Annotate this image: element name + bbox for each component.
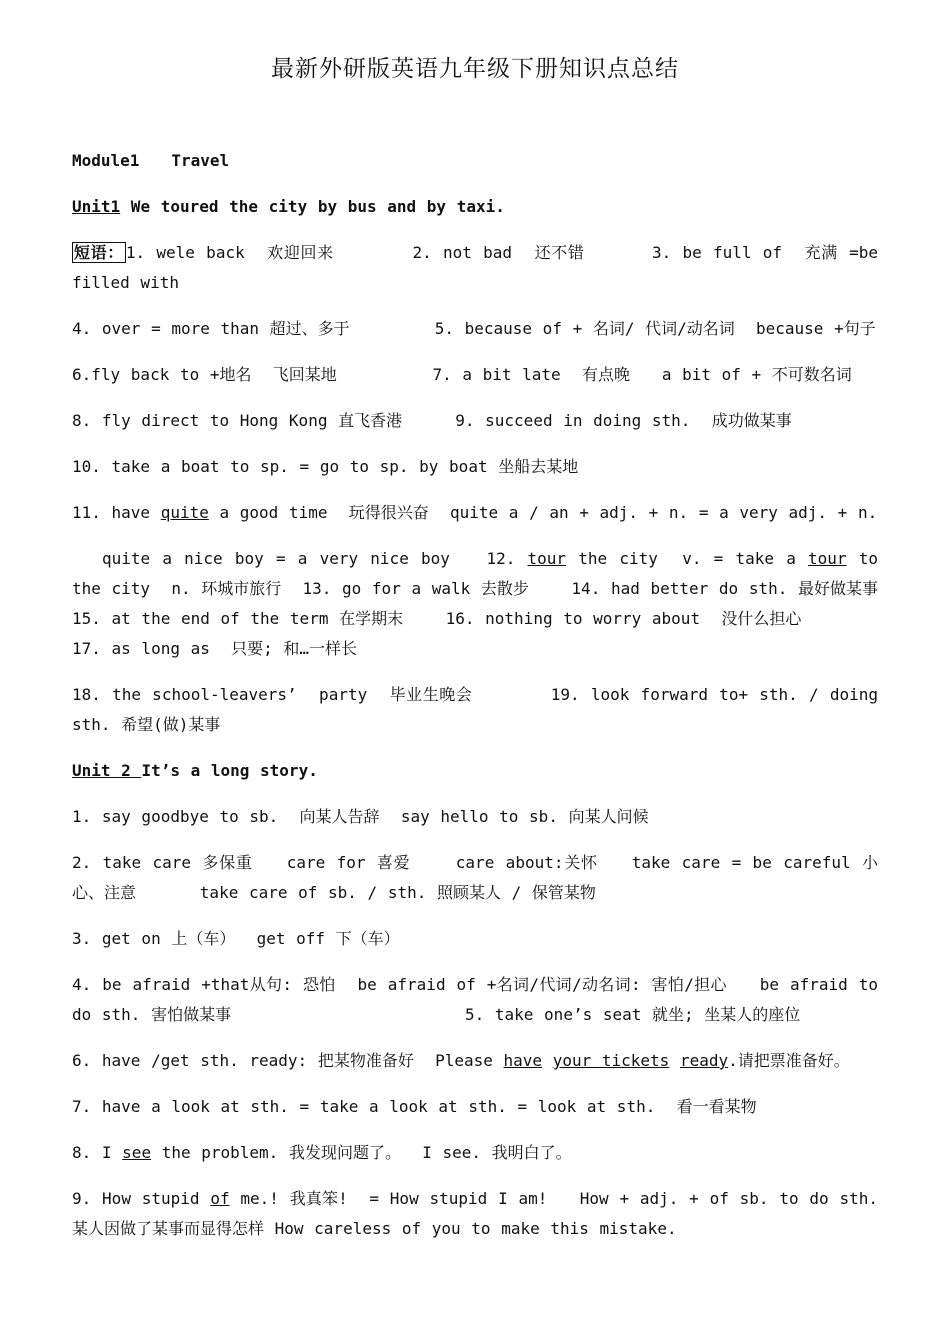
unit1-phrase-11: 11. have quite a good time 玩得很兴奋 quite a / an + adj. + n. = a very adj. + n.	[72, 503, 878, 522]
phrase-label: 短语：	[74, 243, 124, 262]
unit1-phrase-12: quite a nice boy = a very nice boy 12. tour the city v. = take a tour to the city n. 环城市旅行 13. go for a walk 去散步 14. had better do sth. 最好做某事 15. at the end of the term 在学期末 16. nothing to worry about 没什么担心	[72, 549, 900, 628]
unit2-title: It’s a long story.	[141, 761, 318, 780]
unit1-label: Unit1	[72, 197, 121, 216]
document-title: 最新外研版英语九年级下册知识点总结	[271, 56, 679, 82]
unit1-phrase-1: 短语： 1. wele back 欢迎回来 2. not bad 还不错 3. be full of 充满 =be filled with	[72, 243, 889, 292]
unit1-phrase-4: 4. over = more than 超过、多于 5. because of + 名词/ 代词/动名词 because +句子	[72, 319, 876, 338]
unit1-phrase-17: 17. as long as 只要; 和…一样长	[72, 639, 358, 658]
unit2-phrase-8: 8. I see the problem. 我发现问题了。 I see. 我明白了。	[72, 1143, 572, 1162]
unit2-label: Unit 2	[72, 761, 142, 780]
unit2-phrase-3: 3. get on 上（车） get off 下（车）	[72, 929, 400, 948]
unit2-phrase-7: 7. have a look at sth. = take a look at sth. = look at sth. 看一看某物	[72, 1097, 757, 1116]
unit1-title: We toured the city by bus and by taxi.	[120, 197, 505, 216]
unit2-phrase-6: 6. have /get sth. ready: 把某物准备好 Please have your tickets ready.请把票准备好。	[72, 1051, 850, 1070]
unit2-phrase-4: 4. be afraid +that从句: 恐怕 be afraid of +名词/代词/动名词: 害怕/担心 be afraid to do sth. 害怕做某事 5. take one’s seat 就坐; 坐某人的座位	[72, 975, 889, 1024]
unit2-phrase-9: 9. How stupid of me.! 我真笨! = How stupid I am! How + adj. + of sb. to do sth. 某人因做了某事而显得怎样 How careless of you to make this mistake.	[72, 1189, 889, 1238]
unit1-phrase-18: 18. the school-leavers’ party 毕业生晚会 19. look forward to+ sth. / doing sth. 希望(做)某事	[72, 685, 889, 734]
unit2-phrase-2: 2. take care 多保重 care for 喜爱 care about:关怀 take care = be careful 小心、注意 take care of sb. / sth. 照顾某人 / 保管某物	[72, 853, 878, 902]
module-heading: Module1 Travel	[72, 151, 230, 170]
document-content	[72, 146, 900, 1244]
unit2-phrase-1: 1. say goodbye to sb. 向某人告辞 say hello to sb. 向某人问候	[72, 807, 649, 826]
unit1-phrase-10: 10. take a boat to sp. = go to sp. by boat 坐船去某地	[72, 457, 579, 476]
unit1-phrase-8: 8. fly direct to Hong Kong 直飞香港 9. succeed in doing sth. 成功做某事	[72, 411, 792, 430]
unit1-phrase-6: 6.fly back to +地名 飞回某地 7. a bit late 有点晚 a bit of + 不可数名词	[72, 365, 852, 384]
unit2-heading	[72, 756, 878, 786]
unit1-heading	[72, 192, 878, 222]
